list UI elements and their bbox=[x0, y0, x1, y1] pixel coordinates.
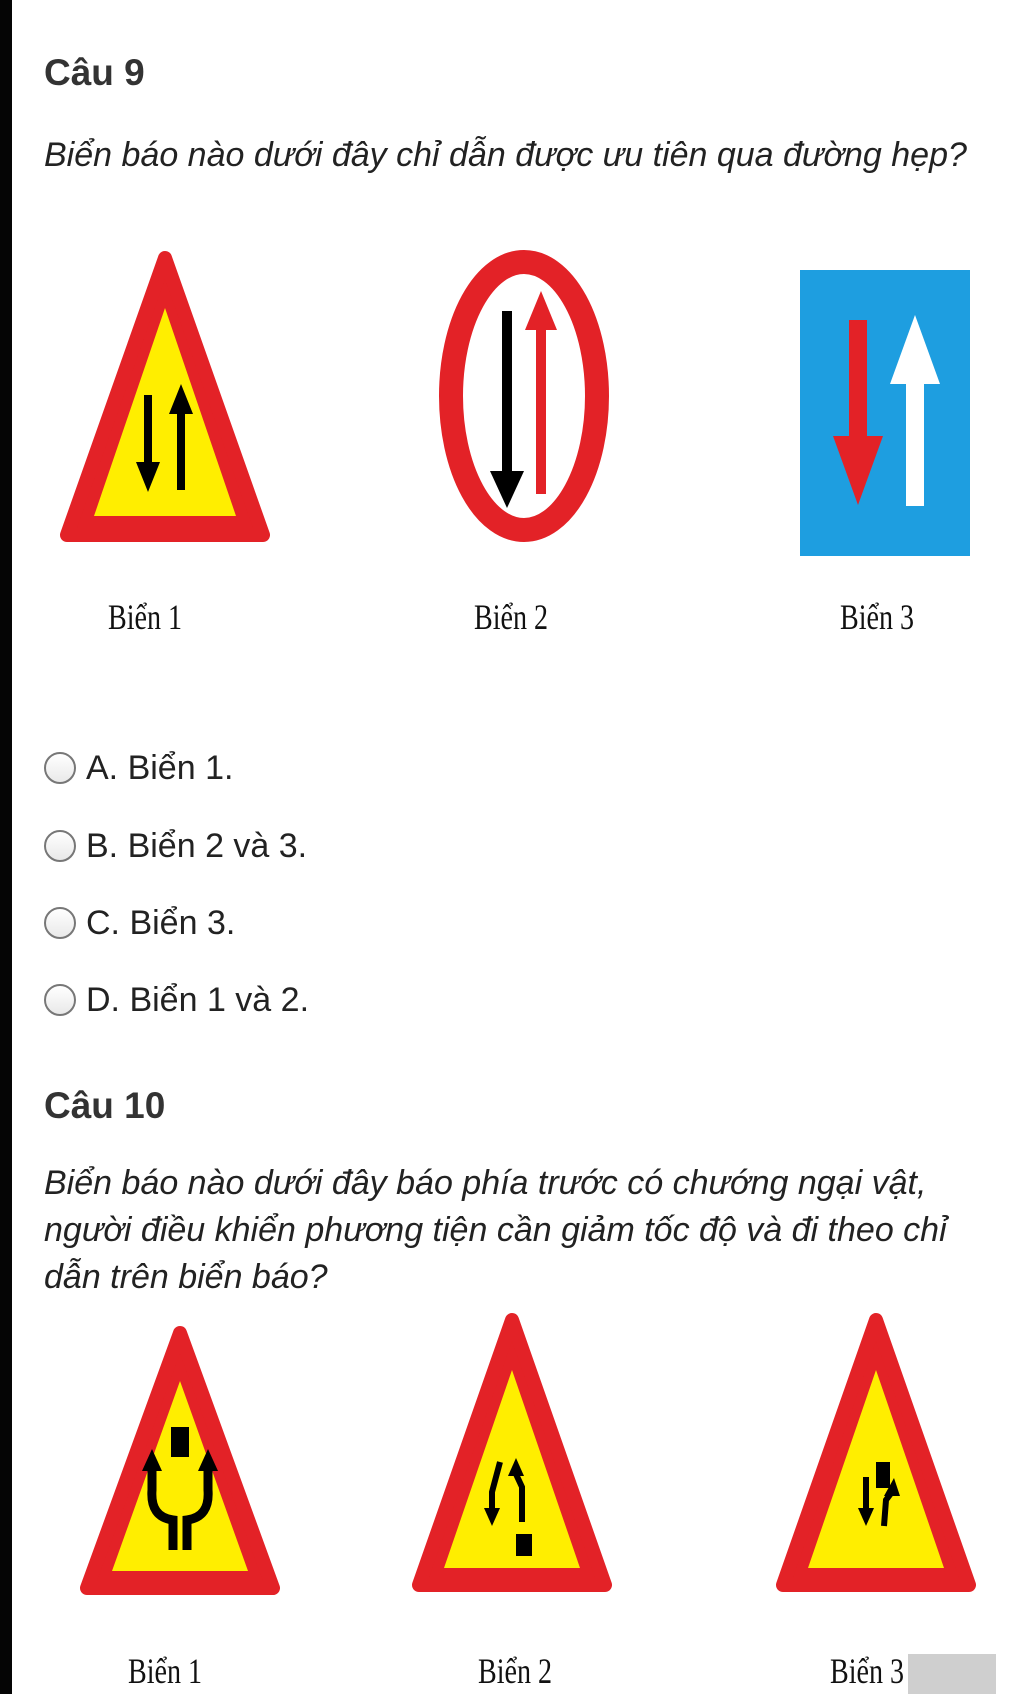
q9-caption-1: Biển 1 bbox=[108, 597, 183, 637]
q10-caption-2: Biển 2 bbox=[478, 1651, 553, 1691]
question-10-text: Biển báo nào dưới đây báo phía trước có chướng ngại vật, người điều khiển phương tiện cần giảm tốc độ và đi theo chỉ dẫn trên biển báo? bbox=[44, 1164, 947, 1296]
option-c[interactable] bbox=[44, 899, 235, 947]
option-d-label: D. Biển 1 và 2. bbox=[86, 980, 310, 1019]
radio-button[interactable] bbox=[44, 752, 76, 784]
q9-caption-2: Biển 2 bbox=[474, 597, 549, 637]
q9-sign-3-blue-priority bbox=[800, 270, 970, 556]
left-edge-bar bbox=[0, 0, 12, 1694]
question-10-title: Câu 10 bbox=[44, 1085, 166, 1126]
q10-sign-2-obstacle-warning bbox=[412, 1312, 612, 1602]
radio-button[interactable] bbox=[44, 830, 76, 862]
q9-sign-2-priority-circle bbox=[438, 246, 610, 546]
q10-sign-3-obstacle-warning bbox=[776, 1312, 976, 1602]
q10-caption-3: Biển 3 bbox=[830, 1651, 905, 1691]
option-a[interactable] bbox=[44, 744, 233, 792]
option-c-label: C. Biển 3. bbox=[86, 903, 236, 942]
radio-button[interactable] bbox=[44, 984, 76, 1016]
question-9-title: Câu 9 bbox=[44, 52, 145, 93]
question-9-text: Biển báo nào dưới đây chỉ dẫn được ưu tiên qua đường hẹp? bbox=[44, 136, 967, 174]
q10-caption-1: Biển 1 bbox=[128, 1651, 203, 1691]
q9-sign-1-two-way-traffic-warning bbox=[60, 250, 270, 550]
option-b-label: B. Biển 2 và 3. bbox=[86, 826, 308, 865]
option-a-label: A. Biển 1. bbox=[86, 748, 234, 787]
q10-sign-1-obstacle-warning bbox=[80, 1325, 280, 1605]
option-b[interactable] bbox=[44, 822, 307, 870]
option-d[interactable] bbox=[44, 976, 309, 1024]
radio-button[interactable] bbox=[44, 907, 76, 939]
q9-caption-3: Biển 3 bbox=[840, 597, 915, 637]
overlay-placeholder bbox=[908, 1654, 996, 1694]
